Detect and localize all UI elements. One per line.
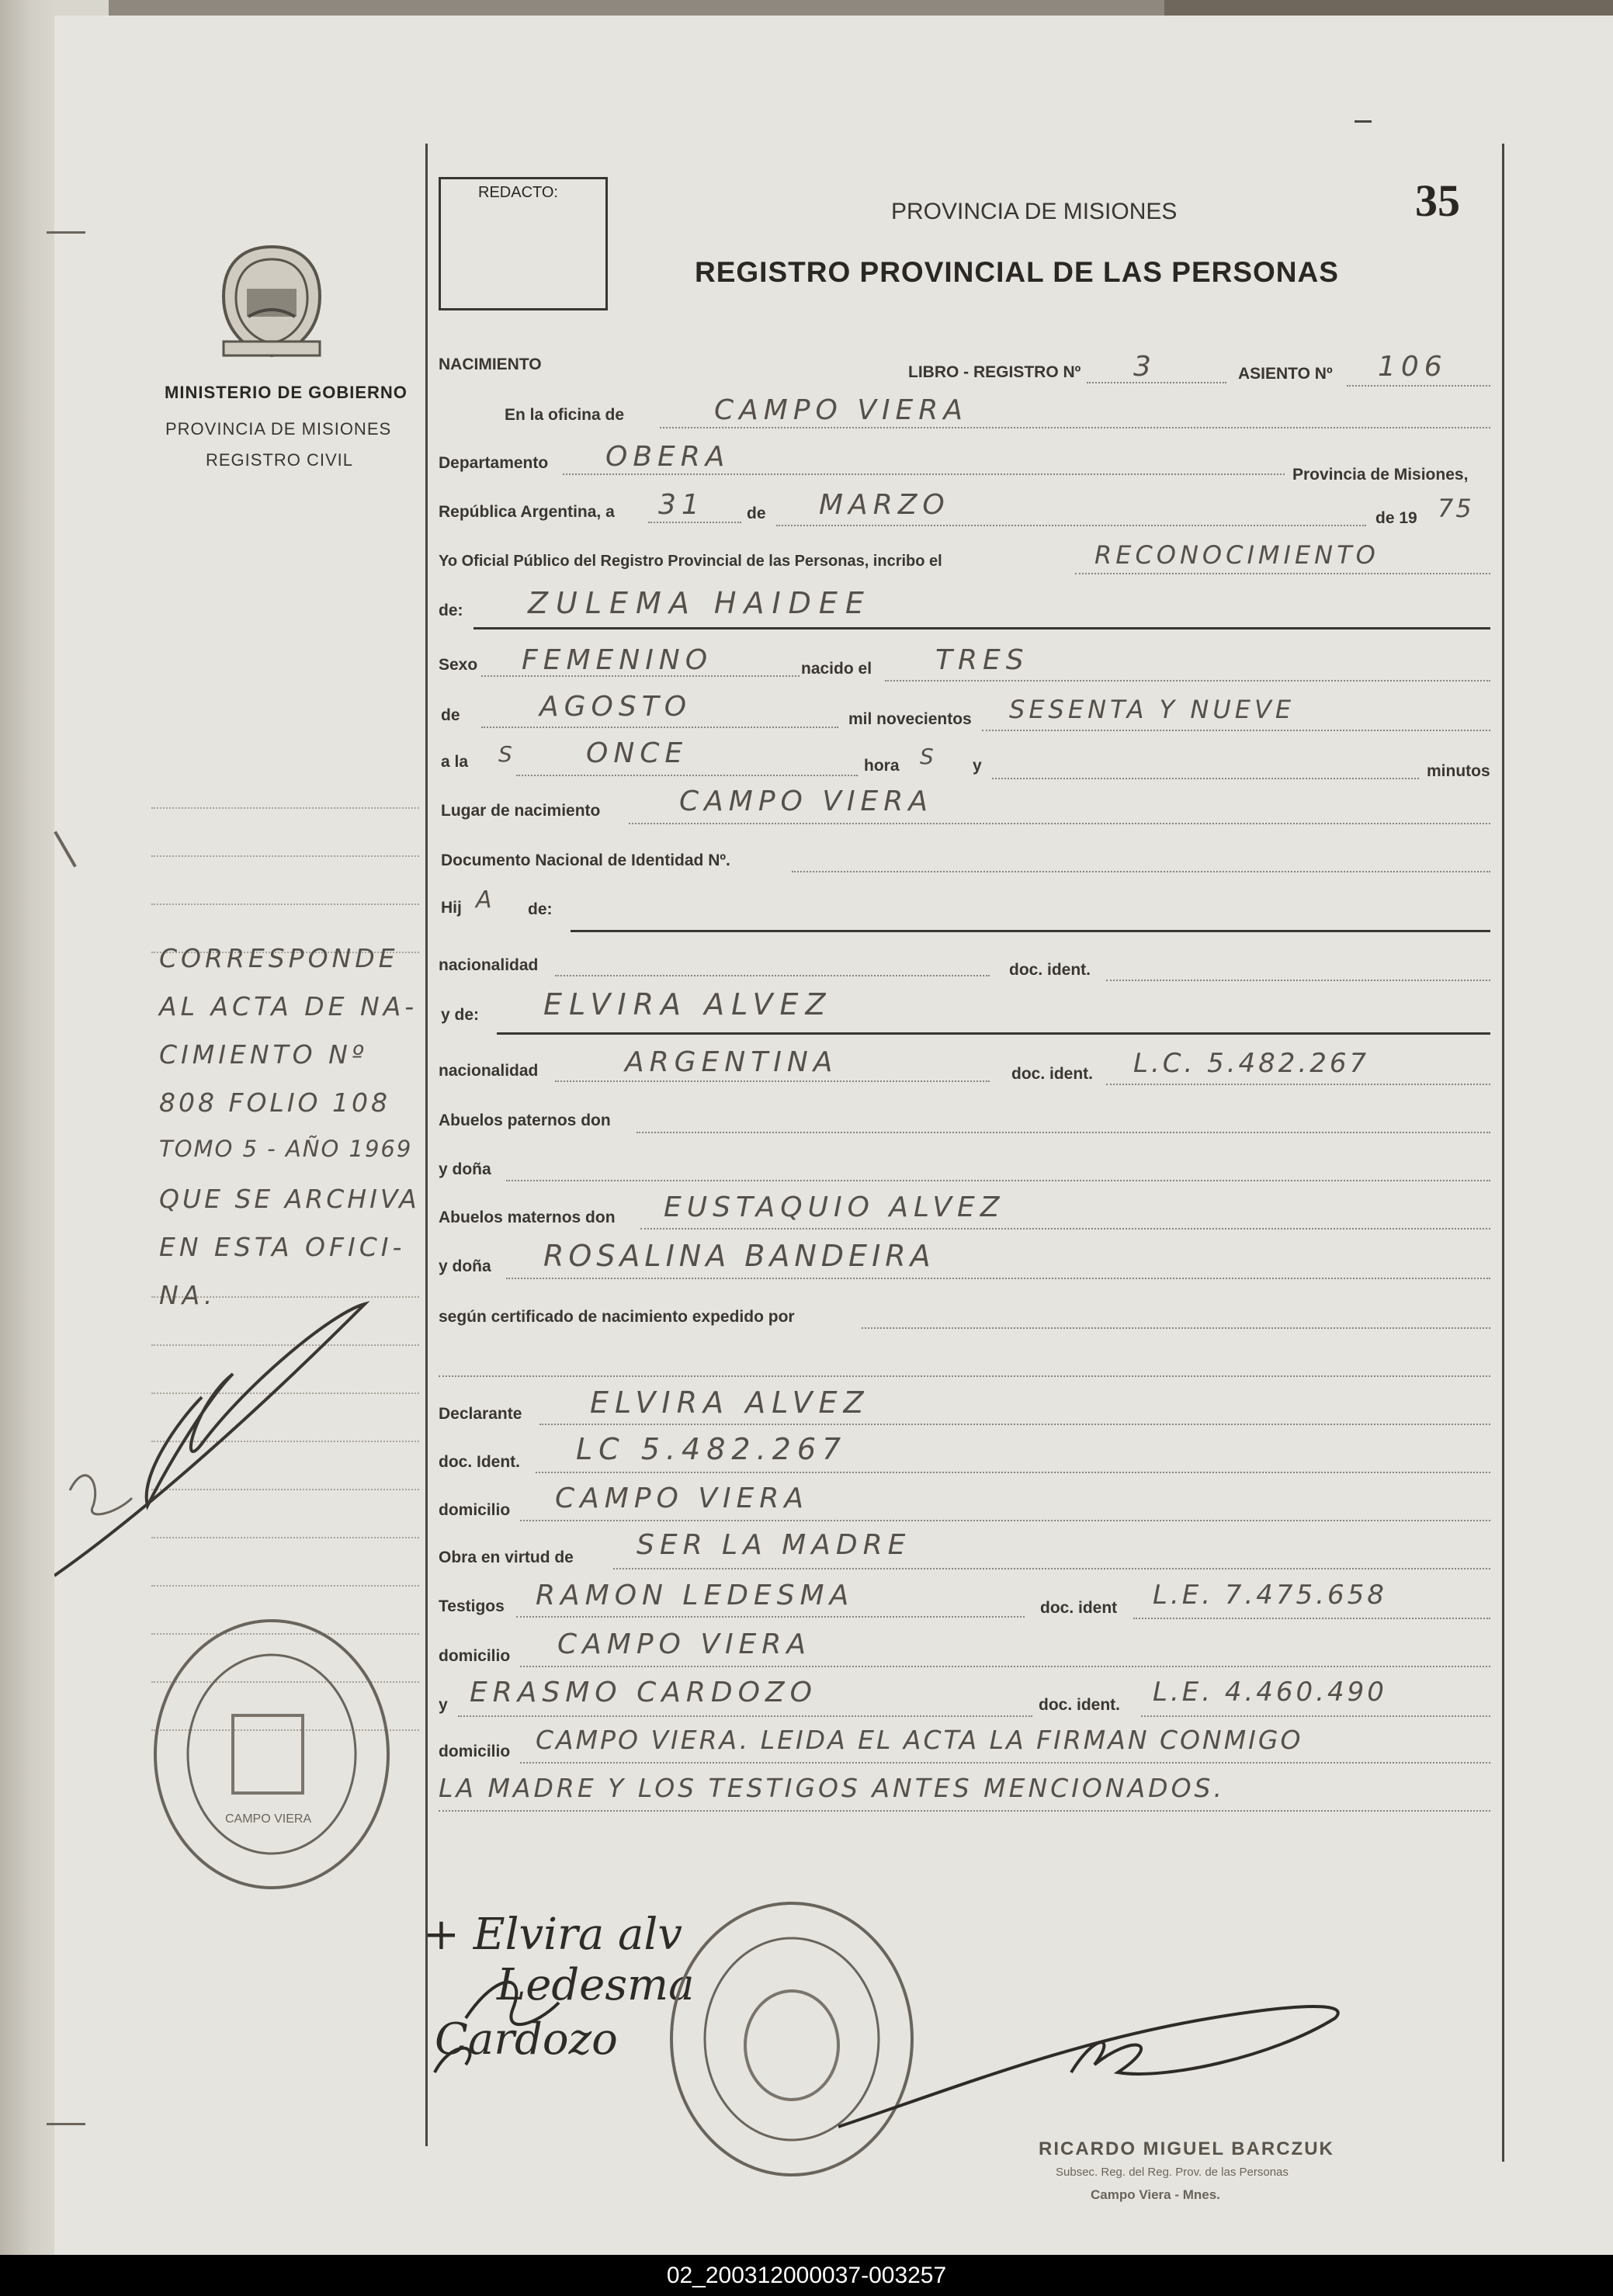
abuela-paterna-field-line <box>506 1180 1490 1181</box>
official-signature <box>838 1987 1382 2135</box>
sexo-value: FEMENINO <box>522 644 713 676</box>
margin-note-line: EN ESTA OFICI- <box>159 1232 406 1262</box>
redacto-box <box>439 177 608 310</box>
departamento-label: Departamento <box>439 454 549 472</box>
nombre-field-line <box>473 627 1490 629</box>
declarante-field-line <box>539 1424 1490 1425</box>
segun-certificado-label: según certificado de nacimiento expedido por <box>439 1308 795 1326</box>
signature-witness-2: Cardozo <box>435 2014 618 2065</box>
dni-field-line <box>792 871 1490 872</box>
domicilio2-value: CAMPO VIERA <box>557 1628 811 1660</box>
libro-field-line <box>1087 382 1226 383</box>
domicilio3-field-line <box>520 1762 1490 1764</box>
docident4-label: doc. ident <box>1040 1599 1118 1617</box>
republica-label: República Argentina, a <box>439 503 615 521</box>
nacionalidad2-field-line <box>555 1080 990 1082</box>
redacto-label: REDACTO: <box>478 184 558 201</box>
departamento-field-line <box>563 473 1285 475</box>
hora-suffix: S <box>920 744 939 769</box>
anio-nac-value: SESENTA Y NUEVE <box>1009 695 1296 724</box>
docident2-value: L.C. 5.482.267 <box>1133 1048 1370 1079</box>
testigos-label: Testigos <box>439 1597 505 1615</box>
testigo2-field-line <box>458 1715 1032 1717</box>
domicilio3-value: CAMPO VIERA. LEIDA EL ACTA LA FIRMAN CONMIGO <box>536 1725 1303 1755</box>
anio-nac-field-line <box>982 730 1490 731</box>
de-person-label: de: <box>439 602 463 619</box>
acto-value: RECONOCIMIENTO <box>1094 540 1379 570</box>
docident3-label: doc. Ident. <box>439 1453 520 1471</box>
domicilio2-label: domicilio <box>439 1647 511 1665</box>
y-label: y <box>973 757 982 775</box>
hora-value: ONCE <box>586 737 689 769</box>
province-title: PROVINCIA DE MISIONES <box>891 199 1178 224</box>
margin-note-line: TOMO 5 - AÑO 1969 <box>159 1136 413 1162</box>
domicilio1-value: CAMPO VIERA <box>555 1483 809 1514</box>
official-stamp-left <box>147 1614 396 1894</box>
domicilio1-field-line <box>520 1520 1490 1521</box>
oficina-label: En la oficina de <box>505 406 625 424</box>
docident3-value: LC 5.482.267 <box>576 1432 848 1466</box>
oficina-field-line <box>660 427 1490 428</box>
margin-note-line: AL ACTA DE NA- <box>159 991 418 1021</box>
closing-value: LA MADRE Y LOS TESTIGOS ANTES MENCIONADOS. <box>439 1773 1225 1803</box>
madre-field-line <box>497 1032 1490 1035</box>
nacionalidad1-label: nacionalidad <box>439 956 539 974</box>
docident1-field-line <box>1106 980 1490 981</box>
minutos-label: minutos <box>1427 762 1490 780</box>
mil-label: mil novecientos <box>848 710 972 728</box>
corner-mark <box>1355 120 1372 123</box>
asiento-value: 106 <box>1378 351 1448 383</box>
testigo1-value: RAMON LEDESMA <box>536 1580 855 1611</box>
ministry-province: PROVINCIA DE MISIONES <box>165 419 392 439</box>
sexo-label: Sexo <box>439 656 478 674</box>
closing-field-line <box>439 1810 1490 1812</box>
mes-nac-value: AGOSTO <box>539 691 692 723</box>
docident5-value: L.E. 4.460.490 <box>1153 1677 1387 1708</box>
padre-field-line <box>571 930 1490 932</box>
margin-note-line: CIMIENTO Nº <box>159 1039 368 1070</box>
margin-note-line: QUE SE ARCHIVA <box>159 1184 420 1214</box>
abuelos-paternos-label: Abuelos paternos don <box>439 1112 611 1129</box>
domicilio1-label: domicilio <box>439 1501 511 1519</box>
margin-rule <box>151 855 419 857</box>
segun-field-line-2 <box>439 1375 1490 1377</box>
oficina-value: CAMPO VIERA <box>714 394 968 426</box>
stamp-inner-text: CAMPO VIERA <box>225 1812 312 1826</box>
a-la-label: a la <box>441 753 469 771</box>
docident1-label: doc. ident. <box>1009 961 1091 979</box>
margin-note-line: 808 FOLIO 108 <box>159 1087 391 1118</box>
dia-value: 31 <box>658 489 705 521</box>
nacionalidad1-field-line <box>555 975 990 976</box>
record-type-label: NACIMIENTO <box>439 355 542 373</box>
lugar-value: CAMPO VIERA <box>679 786 933 817</box>
docident3-field-line <box>536 1472 1490 1473</box>
asiento-field-line <box>1347 385 1490 387</box>
dni-label: Documento Nacional de Identidad Nº. <box>441 851 730 869</box>
minutos-field-line <box>992 778 1419 779</box>
signature-mother: + Elvira alv <box>423 1909 682 1960</box>
y-dona1-label: y doña <box>439 1160 491 1178</box>
y-de-label: y de: <box>441 1006 480 1024</box>
abuela-materna-field-line <box>506 1278 1490 1279</box>
nacido-label: nacido el <box>801 660 872 678</box>
official-place: Campo Viera - Mnes. <box>1091 2187 1220 2202</box>
page-number: 35 <box>1415 175 1460 226</box>
testigo1-field-line <box>516 1616 1025 1618</box>
abuelo-materno-value: EUSTAQUIO ALVEZ <box>664 1191 1005 1223</box>
ministry-name: MINISTERIO DE GOBIERNO <box>165 383 408 402</box>
hora-label: hora <box>864 757 900 775</box>
declarante-value: ELVIRA ALVEZ <box>590 1386 870 1420</box>
de-mes-label: de <box>441 706 460 724</box>
mes-value: MARZO <box>819 489 950 521</box>
libro-label: LIBRO - REGISTRO Nº <box>908 363 1081 381</box>
y-dona2-label: y doña <box>439 1257 491 1275</box>
declarante-label: Declarante <box>439 1405 522 1423</box>
hij-value: A <box>476 886 498 914</box>
anio-label: de 19 <box>1375 509 1417 527</box>
hij-label: Hij <box>441 899 462 917</box>
obra-label: Obra en virtud de <box>439 1549 574 1566</box>
scan-id-footer: 02_200312000037-003257 <box>0 2255 1613 2296</box>
official-title: Subsec. Reg. del Reg. Prov. de las Personas <box>1056 2166 1289 2179</box>
acto-field-line <box>1075 573 1490 574</box>
official-name: RICARDO MIGUEL BARCZUK <box>1039 2138 1334 2159</box>
book-binding <box>0 0 54 2255</box>
lugar-label: Lugar de nacimiento <box>441 802 601 820</box>
mes-nac-field-line <box>481 727 838 728</box>
a-la-value: S <box>498 741 518 767</box>
binding-mark-bottom <box>47 2123 85 2125</box>
de-label: de <box>747 505 766 522</box>
testigo2-value: ERASMO CARDOZO <box>470 1677 817 1708</box>
segun-field-line <box>862 1327 1490 1329</box>
dia-field-line <box>648 522 741 523</box>
docident4-field-line <box>1133 1618 1490 1619</box>
y-testigo-label: y <box>439 1696 448 1714</box>
binding-mark-top <box>47 231 85 234</box>
nombre-value: ZULEMA HAIDEE <box>528 586 872 620</box>
domicilio3-label: domicilio <box>439 1743 511 1760</box>
nacionalidad2-value: ARGENTINA <box>625 1046 838 1078</box>
provincia-label: Provincia de Misiones, <box>1292 466 1469 484</box>
madre-value: ELVIRA ALVEZ <box>543 987 833 1021</box>
page-top-edge-dark <box>1164 0 1613 16</box>
oficial-text: Yo Oficial Público del Registro Provincial de las Personas, incribo el <box>439 553 942 570</box>
left-frame-line <box>425 144 428 2146</box>
anio-value: 75 <box>1438 494 1474 523</box>
docident5-field-line <box>1141 1715 1490 1717</box>
hij-de-label: de: <box>528 900 553 918</box>
margin-rule <box>151 903 419 905</box>
abuelos-paternos-field-line <box>637 1132 1490 1133</box>
docident4-value: L.E. 7.475.658 <box>1153 1580 1387 1611</box>
docident5-label: doc. ident. <box>1039 1696 1120 1714</box>
lugar-field-line <box>629 823 1490 824</box>
abuelos-maternos-field-line <box>640 1228 1490 1230</box>
margin-rule <box>151 807 419 809</box>
margin-note-line: NA. <box>159 1280 217 1310</box>
nacido-value: TRES <box>935 644 1029 676</box>
nacionalidad2-label: nacionalidad <box>439 1062 539 1080</box>
margin-signature <box>54 1288 396 1599</box>
docident2-label: doc. ident. <box>1011 1065 1093 1083</box>
registry-title: REGISTRO PROVINCIAL DE LAS PERSONAS <box>695 256 1339 288</box>
nacido-field-line <box>885 680 1490 682</box>
hora-field-line <box>516 775 858 776</box>
margin-note-line: CORRESPONDE <box>159 943 399 973</box>
right-frame-line <box>1502 144 1504 2162</box>
docident2-field-line <box>1106 1084 1490 1085</box>
abuelos-maternos-label: Abuelos maternos don <box>439 1209 616 1226</box>
obra-field-line <box>613 1568 1490 1569</box>
signature-witness-1: Ledesma <box>497 1960 695 2010</box>
asiento-label: ASIENTO Nº <box>1238 365 1333 383</box>
abuela-materna-value: ROSALINA BANDEIRA <box>543 1239 935 1273</box>
domicilio2-field-line <box>520 1666 1490 1667</box>
ministry-registry: REGISTRO CIVIL <box>206 450 354 470</box>
coat-of-arms-seal <box>217 242 326 360</box>
mes-field-line <box>776 525 1366 526</box>
departamento-value: OBERA <box>605 441 730 473</box>
libro-value: 3 <box>1133 351 1157 383</box>
obra-value: SER LA MADRE <box>637 1529 911 1561</box>
